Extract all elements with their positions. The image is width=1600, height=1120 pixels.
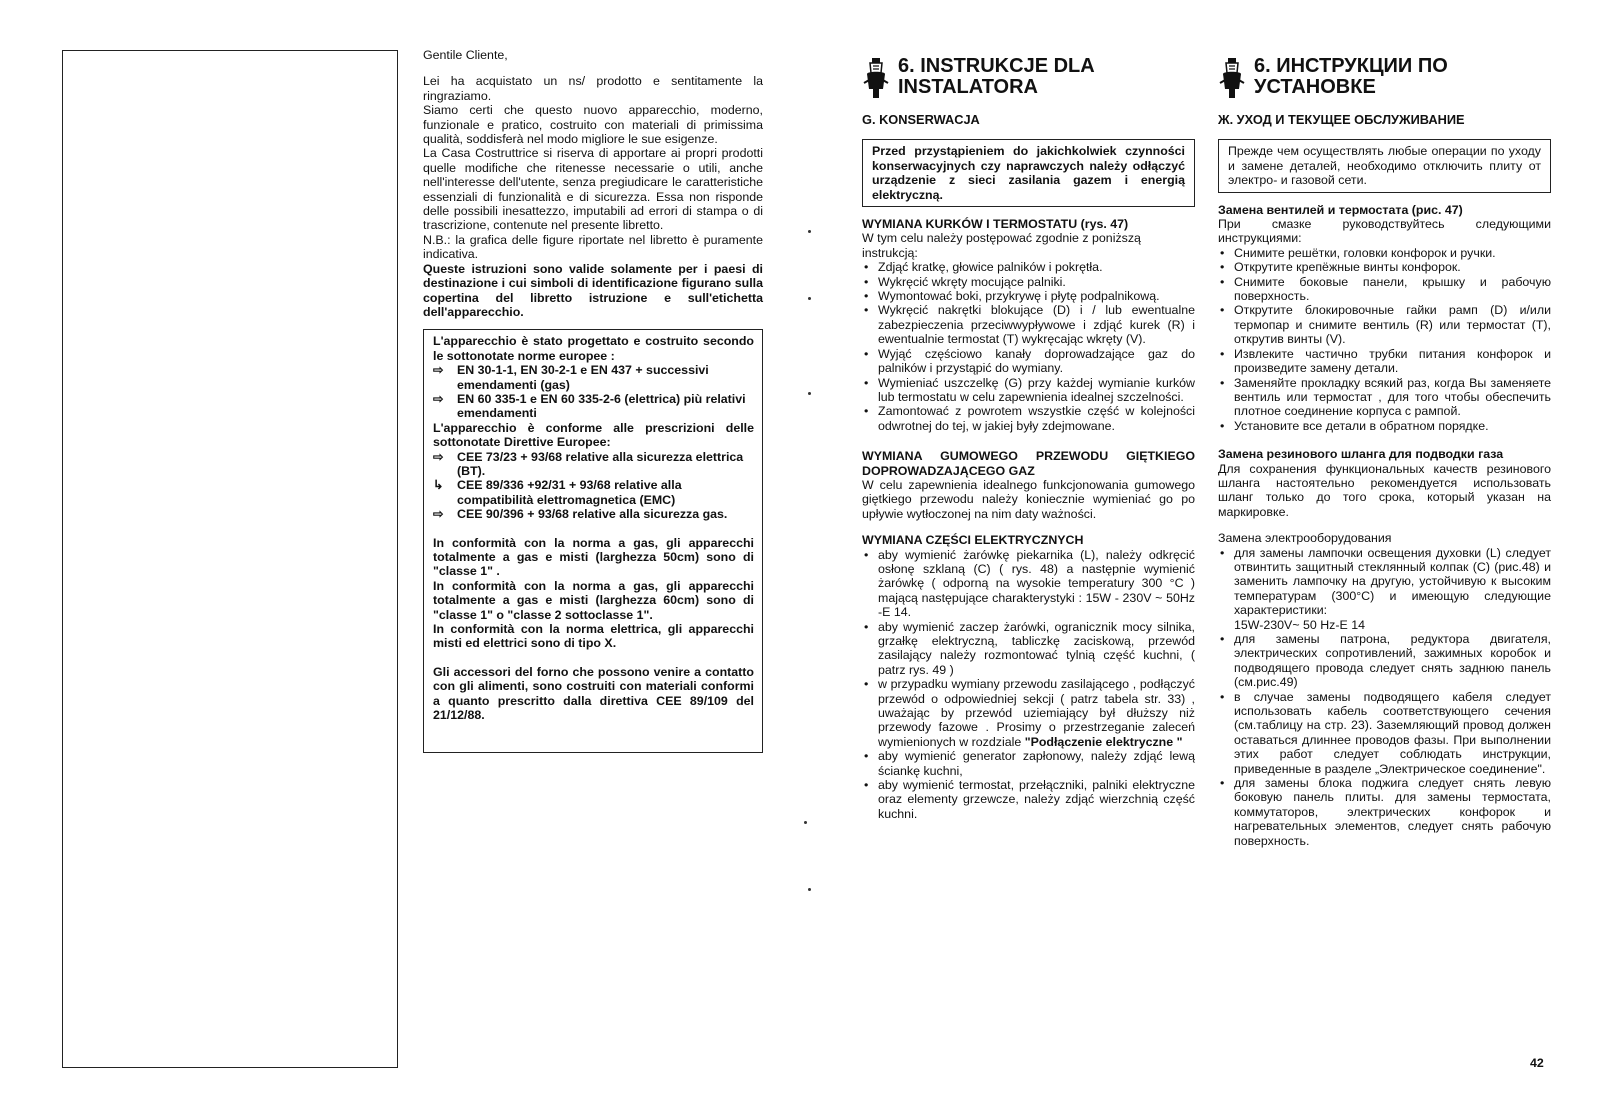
intro-paragraph: La Casa Costruttrice si riserva di apportare ai propri prodotti quelle modifiche che ritenesse necessarie o utili, anche nell'interesse dell'utente, senza pregiudicare le caratteristiche essenziali di funzionalità e di sicurezza. Essa non risponde delle possibili inesattezzo, imputabili ad errori di stampa o di trascrizione, contenute nel presente libretto.	[423, 146, 763, 233]
list-item: • aby wymienić zaczep żarówki, ogranicznik mocy silnika, grzałkę elektryczną, tabliczkę zaciskową, przewód zasilający należy rozmontować tylnią część kuchni, ( patrz rys. 49 )	[862, 620, 1195, 678]
section-header	[1218, 56, 1551, 99]
directive-item: ↳ CEE 89/336 +92/31 + 93/68 relative alla compatibilità elettromagnetica (EMC)	[433, 478, 682, 507]
arrow-right-icon: ⇨	[433, 507, 444, 522]
subsection-heading: Замена электрооборудования	[1218, 531, 1392, 546]
russian-column	[1218, 56, 1551, 848]
directive-item: ⇨ CEE 90/396 + 93/68 relative alla sicurezza gas.	[433, 507, 728, 522]
section-title: 6. ИНСТРУКЦИИ ПО УСТАНОВКЕ	[1254, 55, 1448, 98]
safety-warning: Прежде чем осуществлять любые операции по уходу и замене деталей, необходимо отключить плиту от электро- и газовой сети.	[1218, 139, 1551, 192]
directives-intro: L'apparecchio è conforme alle prescrizioni delle sottonotate Direttive Europee:	[433, 420, 754, 450]
list-item: • Zdjąć kratkę, głowice palników i pokrętła.	[862, 260, 1195, 274]
accessories-note: Gli accessori del forno che possono venire a contatto con gli alimenti, sono costruiti con materiali conformi a quanto prescritto dalla direttiva CEE 89/109 del 21/12/88.	[433, 664, 754, 723]
section-title: 6. INSTRUKCJE DLA INSTALATORA	[898, 55, 1094, 98]
intro-paragraph: Siamo certi che questo nuovo apparecchio, moderno, funzionale e pratico, costruito con materiali di primissima qualità, soddisferà nel modo migliore le sue esigenze.	[423, 103, 763, 147]
section-subtitle: Ж. УХОД И ТЕКУЩЕЕ ОБСЛУЖИВАНИЕ	[1218, 112, 1465, 127]
subsection-text: Для сохранения функциональных качеств резинового шланга настоятельно рекомендуется использовать шланг только до того срока, который указан на маркировке.	[1218, 461, 1551, 519]
arrow-right-icon: ⇨	[433, 449, 444, 464]
greeting: Gentile Cliente,	[423, 48, 508, 62]
list-item: • в случае замены подводящего кабеля следует использовать кабель соответствующего сечения (см.таблицу на стр. 23). Заземляющий провод должен оставаться длиннее проводов фазы. При выполнении этих работ следует соблюдать инструкции, приведенные в разделе „Электрическое соединение".	[1218, 690, 1551, 776]
list-item: • Wymieniać uszczelkę (G) przy każdej wymianie kurków lub termostatu w celu zapewnienia idealnej szczelności.	[862, 376, 1195, 405]
norms-intro: L'apparecchio è stato progettato e costruito secondo le sottonotate norme europee :	[433, 334, 754, 363]
subsection-heading: Замена резинового шланга для подводки газа	[1218, 447, 1504, 462]
scan-mark	[808, 230, 811, 233]
list-item: • Снимите боковые панели, крышку и рабочую поверхность.	[1218, 275, 1551, 304]
list-item: • Извлеките частично трубки питания конфорок и произведите замену детали.	[1218, 347, 1551, 376]
list-item: • для замены лампочки освещения духовки (L) следует отвинтить защитный стеклянный колпак (C) (рис.48) и заменить лампочку на другую, устойчивую к высоким температурам (300°C) и имеющую следующие характеристики: 15W-230V~ 50 Hz-E 14	[1218, 546, 1551, 632]
subsection-heading: WYMIANA CZĘŚCI ELEKTRYCZNYCH	[862, 533, 1084, 548]
list-item: • для замены патрона, редуктора двигателя, электрических сопротивлений, зажимных коробок и подводящего провода следует снять заднюю панель (см.рис.49)	[1218, 632, 1551, 690]
norm-item: ⇨ EN 60 335-1 e EN 60 335-2-6 (elettrica) più relativi emendamenti	[433, 391, 746, 421]
directive-item: ⇨ CEE 73/23 + 93/68 relative alla sicurezza elettrica (BT).	[433, 449, 744, 478]
norm-item: ⇨ EN 30-1-1, EN 30-2-1 e EN 437 + successivi emendamenti (gas)	[433, 363, 709, 392]
gas-class-60: In conformità con la norma a gas, gli apparecchi totalmente a gas e misti (larghezza 60cm) sono di "classe 1" o "classe 2 sottoclasse 1".	[433, 578, 754, 622]
subsection-heading: WYMIANA GUMOWEGO PRZEWODU GIĘTKIEGO DOPROWADZAJĄCEGO GAZ	[862, 449, 1195, 478]
list-item: • w przypadku wymiany przewodu zasilającego , podłączyć przewód o odpowiedniej sekcji ( patrz tabela str. 33) , uważając by przewód uziemiający był dłuższy niż przewody fazowe . Prosimy o przestrzeganie zaleceń wymienionych w rozdziale "Podłączenie elektryczne "	[862, 677, 1195, 749]
intro-paragraph: Lei ha acquistato un ns/ prodotto e sentitamente la ringraziamo.	[423, 74, 763, 103]
list-item: • Wykręcić nakrętki blokujące (D) i / lub ewentualne zabezpieczenia przeciwwypływowe i zdjąć kurek (R) i ewentualnie termostat (T) wykręcając wkręty (V).	[862, 303, 1195, 346]
list-item: • Установите все детали в обратном порядке.	[1218, 419, 1551, 433]
validity-note: Queste istruzioni sono valide solamente per i paesi di destinazione i cui simboli di identificazione figurano sulla copertina del libretto istruzione e sull'etichetta dell'apparecchio.	[423, 261, 763, 319]
instruction-list	[1218, 246, 1551, 433]
instruction-list	[862, 260, 1195, 433]
wrench-tool-icon	[862, 57, 890, 99]
electric-class: In conformità con la norma elettrica, gli apparecchi misti ed elettrici sono di tipo X.	[433, 622, 754, 651]
arrow-right-icon: ⇨	[433, 391, 444, 406]
list-item: • Снимите решётки, головки конфорок и ручки.	[1218, 246, 1551, 260]
instruction-list	[862, 548, 1195, 822]
section-header	[862, 56, 1195, 99]
list-item: • Wyjąć częściowo kanały doprowadzające gaz do palników i przystąpić do wymiany.	[862, 347, 1195, 376]
arrow-right-icon: ⇨	[433, 363, 444, 378]
gas-class-50: In conformità con la norma a gas, gli apparecchi totalmente a gas e misti (larghezza 50cm) sono di "classe 1" .	[433, 535, 754, 579]
safety-warning: Przed przystąpieniem do jakichkolwiek czynności konserwacyjnych czy naprawczych należy odłączyć urządzenie z sieci zasilania gazem i energią elektryczną.	[862, 139, 1195, 207]
scan-mark	[808, 392, 811, 395]
list-item: • Заменяйте прокладку всякий раз, когда Вы заменяете вентиль или термостат , для того чтобы обеспечить плотное соединение корпуса с рампой.	[1218, 376, 1551, 419]
list-item: • aby wymienić termostat, przełączniki, palniki elektryczne oraz elementy grzewcze, należy zdjąć wierzchnią część kuchni.	[862, 778, 1195, 821]
list-item: • Открутите крепёжные винты конфорок.	[1218, 260, 1551, 274]
blank-frame	[62, 50, 398, 1068]
subsection-heading: WYMIANA KURKÓW I TERMOSTATU (rys. 47)	[862, 217, 1129, 232]
list-item: • aby wymienić żarówkę piekarnika (L), należy odkręcić osłonę szklaną (C) ( rys. 48) a następnie wymienić żarówkę ( odporną na wysokie temperatury 300 °C ) mającą następujące charakterystyki : 15W - 230V ~ 50Hz -E 14.	[862, 548, 1195, 620]
subsection-text: W celu zapewnienia idealnego funkcjonowania gumowego giętkiego przewodu należy koniecznie wymieniać go po upływie wytłoczonej na nim daty ważności.	[862, 477, 1195, 521]
page-number: 42	[1530, 1056, 1544, 1070]
section-subtitle: G. KONSERWACJA	[862, 112, 980, 127]
list-item: • aby wymienić generator zapłonowy, należy zdjąć lewą ściankę kuchni,	[862, 749, 1195, 778]
list-item: • Zamontować z powrotem wszystkie część w kolejności odwrotnej do tej, w jakiej były zdejmowane.	[862, 404, 1195, 433]
list-item: • Открутите блокировочные гайки рамп (D) и/или термопар и снимите вентиль (R) или термостат (T), открутив винты (V).	[1218, 303, 1551, 346]
list-item: • для замены блока поджига следует снять левую боковую панель плиты. для замены термостата, коммутаторов, электрических конфорок и нагревательных элементов, следует снять рабочую поверхность.	[1218, 776, 1551, 848]
polish-column	[862, 56, 1195, 821]
italian-column	[423, 48, 763, 753]
list-item: • Wymontować boki, przykrywę i płytę podpalnikową.	[862, 289, 1195, 303]
subsection-intro: W tym celu należy postępować zgodnie z poniższą instrukcją:	[862, 231, 1141, 260]
scan-mark	[808, 297, 811, 300]
wrench-tool-icon	[1218, 57, 1246, 99]
subsection-intro: При смазке руководствуйтесь следующими инструкциями:	[1218, 217, 1551, 246]
intro-paragraph: N.B.: la grafica delle figure riportate nel libretto è puramente indicativa.	[423, 232, 763, 262]
scan-mark	[808, 888, 811, 891]
conformity-box	[423, 329, 763, 753]
list-item: • Wykręcić wkręty mocujące palniki.	[862, 275, 1195, 289]
instruction-list	[1218, 546, 1551, 849]
scan-mark	[804, 821, 807, 824]
arrow-curved-right-icon: ↳	[433, 478, 444, 493]
subsection-heading: Замена вентилей и термостата (рис. 47)	[1218, 202, 1463, 217]
